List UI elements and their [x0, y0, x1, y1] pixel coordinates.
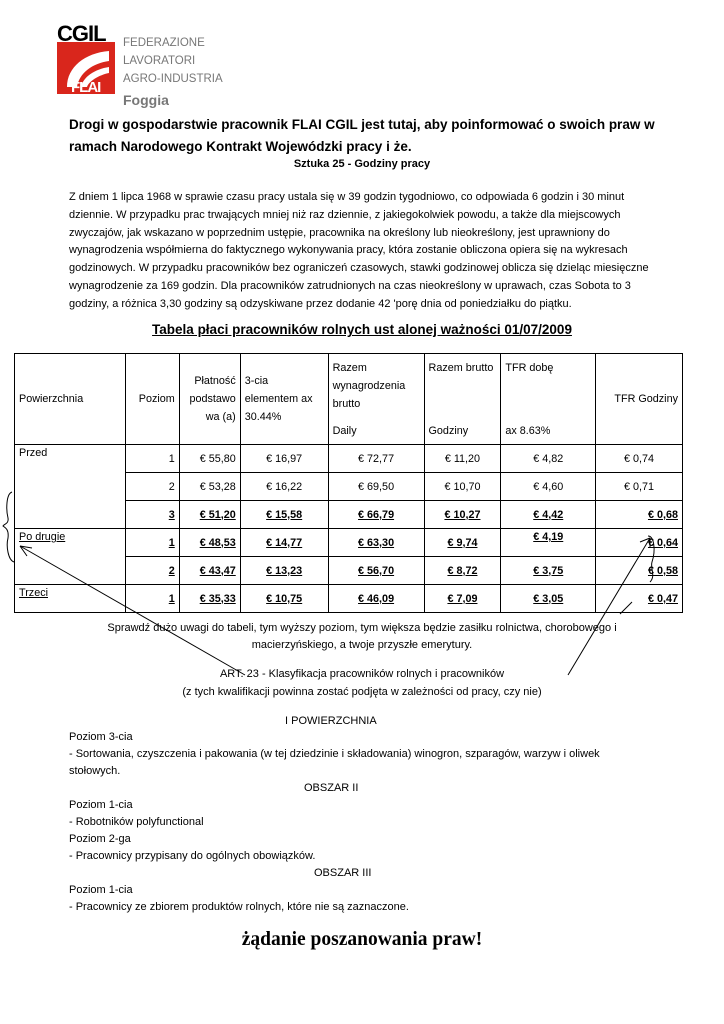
cell-c: € 72,77: [328, 445, 424, 473]
cell-poziom: 1: [125, 585, 179, 613]
cell-a: € 43,47: [179, 557, 240, 585]
article-25-line: wynagrodzenia współmierna do faktycznego wykonywania pracy, która zostanie obliczona opiera się na wykresach: [69, 244, 628, 257]
cell-f: € 0,47: [596, 585, 683, 613]
header-tfr-dobe: [501, 354, 596, 445]
group-przed: Przed: [15, 445, 126, 529]
group-trzeci: Trzeci: [15, 585, 126, 613]
table-row: [15, 445, 683, 473]
cell-c: € 69,50: [328, 473, 424, 501]
org-city: Foggia: [123, 92, 169, 108]
cgil-flai-logo: [57, 21, 115, 103]
article-25-line: dziennie. W przypadku prac trwających mniej niż raz dziennie, z jakiegokolwiek powodu, a także dla miejscowych: [69, 208, 621, 221]
strike-mark: [620, 602, 632, 614]
header-trzecia: [240, 354, 328, 445]
cell-f: € 0,68: [596, 501, 683, 529]
header-trzecia-l2: elementem ax: [244, 393, 313, 405]
cell-d: € 10,27: [424, 501, 501, 529]
article-25-line: Z dniem 1 lipca 1968 w sprawie czasu pracy ustala się w 39 godzin tygodniowo, co odpowiada 6 godzin i 30 minut: [69, 191, 625, 203]
intro-line-2: ramach Narodowego Kontrakt Wojewódzki pracy i że.: [69, 139, 412, 154]
article-23-subtitle: (z tych kwalifikacji powinna zostać podjęta w zależności od pracy, czy nie): [182, 686, 542, 698]
cell-b: € 16,97: [240, 445, 328, 473]
intro-line-1: Drogi w gospodarstwie pracownik FLAI CGIL jest tutaj, aby poinformować o swoich praw w: [69, 117, 655, 132]
article-25-body: [69, 189, 656, 314]
table-note-line-2: macierzyńskiego, a twoje przyszłe emerytury.: [251, 639, 473, 651]
cell-f: € 0,74: [596, 445, 683, 473]
article-25-line: wynagrodzenie za 169 godzin. Dla pracowników zatrudnionych na czas nieokreślony w uprawach, czas Sobota to 3: [69, 279, 631, 292]
cell-d: € 8,72: [424, 557, 501, 585]
cell-a: € 55,80: [179, 445, 240, 473]
header-platnosc: [179, 354, 240, 445]
left-brace-mark: [3, 492, 14, 562]
cell-poziom: 1: [125, 529, 179, 557]
cell-d: € 7,09: [424, 585, 501, 613]
area-3-desc-1: - Pracownicy ze zbiorem produktów rolnych, które nie są zaznaczone.: [69, 901, 409, 913]
cell-poziom: 2: [125, 473, 179, 501]
right-brace-mark: [648, 536, 654, 582]
header-razem-brutto-l1: Razem brutto: [428, 361, 494, 374]
article-25-line: godzinowych. W przypadku pracowników bez ograniczeń czasowych, stawki godzinowej oblicza się dzieląc miesięczne: [69, 262, 649, 275]
area-2-level-1: Poziom 1-cia: [69, 799, 133, 811]
cell-b: € 13,23: [240, 557, 328, 585]
article-25-line: godziny, a różnica 3,30 godziny są odzyskiwane przez dodanie 42 'porę dnia od poniedziałku do piątku.: [69, 297, 572, 310]
header-razem-brutto-l2: Godziny: [428, 424, 469, 437]
cell-b: € 16,22: [240, 473, 328, 501]
header-razem-l3: brutto: [332, 397, 361, 410]
area-1-level: Poziom 3-cia: [69, 731, 133, 743]
org-line-1: FEDERAZIONE: [123, 37, 205, 49]
org-line-2: LAVORATORI: [123, 55, 196, 67]
area-2-desc-2: - Pracownicy przypisany do ogólnych obowiązków.: [69, 850, 316, 862]
article-25-line: zwyczajów, jak wskazano w poprzednim ustępie, pracownika na określony lub nieokreślony, jest uprawniony do: [69, 226, 610, 239]
table-title: Tabela płaci pracowników rolnych ust alonej ważności 01/07/2009: [152, 322, 572, 337]
header-powierzchnia: Powierzchnia: [15, 354, 126, 445]
cell-b: € 15,58: [240, 501, 328, 529]
group-po-drugie: Po drugie: [15, 529, 126, 585]
cell-e: € 4,19: [501, 529, 596, 557]
header-tfr-dobe-l2: ax 8.63%: [505, 424, 551, 437]
slogan: żądanie poszanowania praw!: [241, 929, 483, 950]
cell-c: € 66,79: [328, 501, 424, 529]
header-poziom: Poziom: [125, 354, 179, 445]
logo-cgil-text: CGIL: [57, 21, 106, 46]
cell-a: € 51,20: [179, 501, 240, 529]
area-1-desc-2: stołowych.: [69, 765, 121, 777]
org-line-3: AGRO-INDUSTRIA: [123, 73, 223, 85]
area-3-heading: OBSZAR III: [314, 867, 372, 879]
logo-flai-text: FLAI: [71, 79, 101, 96]
table-header-row: [15, 354, 683, 445]
table-note-line-1: Sprawdź dużo uwagi do tabeli, tym wyższy poziom, tym większa będzie zasiłku rolnictwa, chorobowego i: [107, 622, 617, 634]
header-platnosc-l2: podstawo: [189, 393, 236, 405]
cell-e: € 4,60: [501, 473, 596, 501]
cell-a: € 48,53: [179, 529, 240, 557]
cell-c: € 56,70: [328, 557, 424, 585]
cell-e: € 3,75: [501, 557, 596, 585]
cell-poziom: 1: [125, 445, 179, 473]
cell-e: € 4,82: [501, 445, 596, 473]
area-2-desc-1: - Robotników polyfunctional: [69, 816, 204, 828]
cell-a: € 35,33: [179, 585, 240, 613]
cell-d: € 10,70: [424, 473, 501, 501]
cell-e: € 3,05: [501, 585, 596, 613]
header-razem-l2: wynagrodzenia: [332, 379, 406, 392]
cell-d: € 9,74: [424, 529, 501, 557]
cell-e: € 4,42: [501, 501, 596, 529]
area-1-desc-1: - Sortowania, czyszczenia i pakowania (w tej dziedzinie i składowania) winogron, szparagów, warzyw i oliwek: [69, 748, 600, 760]
header-razem: [328, 354, 424, 445]
header-platnosc-l3: wa (a): [205, 411, 236, 423]
left-arrow-line: [20, 546, 245, 675]
area-2-level-2: Poziom 2-ga: [69, 833, 131, 845]
cell-poziom: 3: [125, 501, 179, 529]
cell-f: € 0,58: [596, 557, 683, 585]
area-1-heading: I POWIERZCHNIA: [285, 715, 377, 727]
header-razem-l4: Daily: [332, 424, 357, 437]
header-razem-l1: Razem: [332, 361, 367, 374]
area-3-level-1: Poziom 1-cia: [69, 884, 133, 896]
cell-a: € 53,28: [179, 473, 240, 501]
cell-c: € 46,09: [328, 585, 424, 613]
article-25-title: Sztuka 25 - Godziny pracy: [293, 158, 431, 170]
header-trzecia-l3: 30.44%: [244, 411, 282, 423]
header-razem-brutto: [424, 354, 501, 445]
cell-f: € 0,71: [596, 473, 683, 501]
header-platnosc-l1: Płatność: [194, 375, 236, 387]
header-tfr-godziny: TFR Godziny: [596, 354, 683, 445]
header-trzecia-l1: 3-cia: [244, 375, 269, 387]
area-2-heading: OBSZAR II: [304, 782, 359, 794]
header-tfr-dobe-l1: TFR dobę: [505, 361, 554, 374]
cell-poziom: 2: [125, 557, 179, 585]
cell-b: € 14,77: [240, 529, 328, 557]
cell-f: € 0,64: [596, 529, 683, 557]
cell-c: € 63,30: [328, 529, 424, 557]
cell-d: € 11,20: [424, 445, 501, 473]
article-23-title: ART. 23 - Klasyfikacja pracowników rolnych i pracowników: [219, 668, 505, 680]
cell-b: € 10,75: [240, 585, 328, 613]
